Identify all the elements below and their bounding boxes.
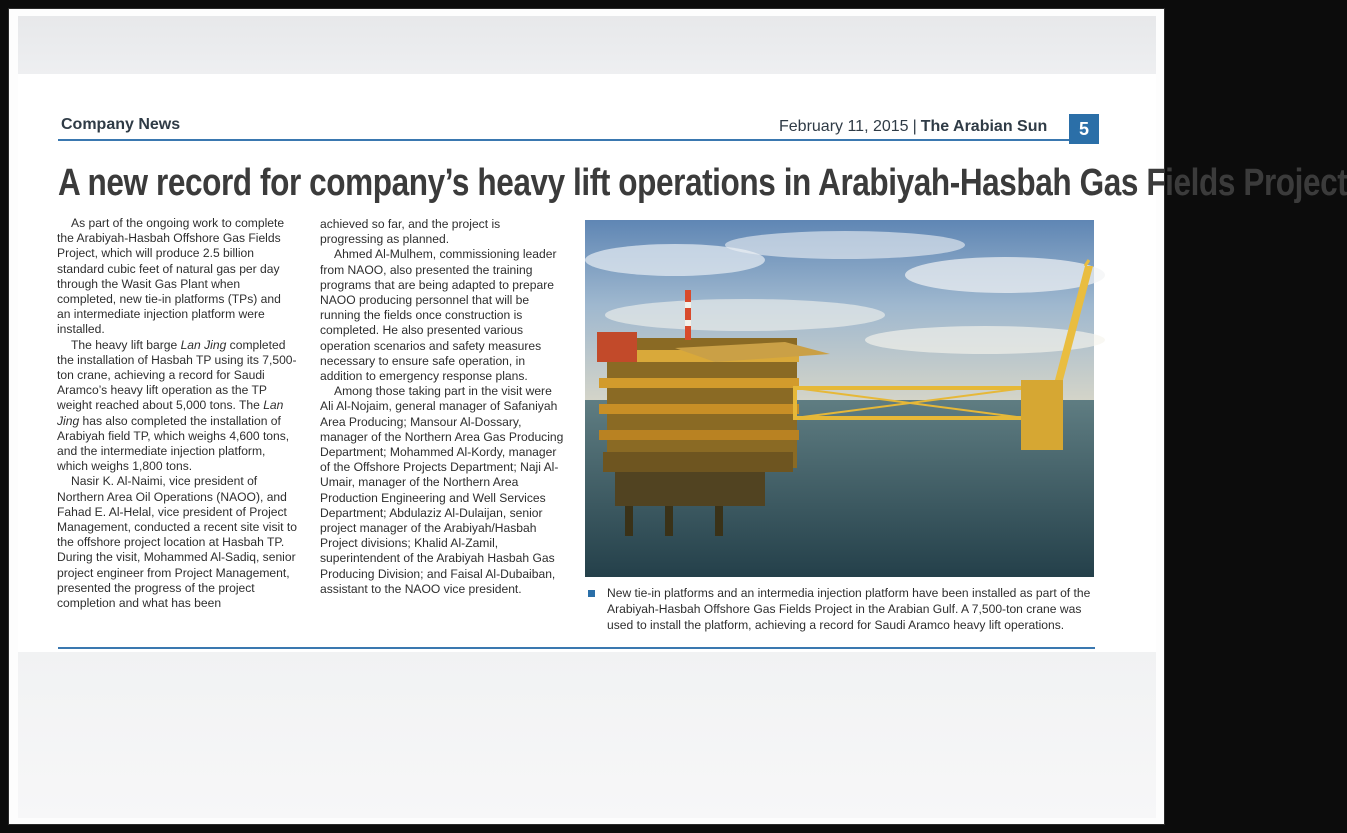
paragraph: Among those taking part in the visit were Ali Al-Nojaim, general manager of Safaniyah Area Producing; Mansour Al-Dossary, manager of the Northern Area Gas Producing Department; Mohammed Al-Kordy, manager of the Offshore Projects Department; Naji Al-Umair, manager of the Northern Area Production Engineering and Well Services Department; Abdulaziz Al-Dulaijan, senior project manager of the Arabiyah/Hasbah Project divisions; Khalid Al-Zamil, superintendent of the Arabiyah Hasbah Gas Producing Division; and Faisal Al-Dubaiban, assistant to the NAOO vice president. — [320, 384, 564, 596]
paragraph: Ahmed Al-Mulhem, commissioning leader from NAOO, also presented the training programs that are being adapted to prepare NAOO producing personnel that will be running the fields once construction is completed. He also presented various operation scenarios and safety measures necessary to ensure safe operation, in addition to emergency response plans. — [320, 247, 557, 384]
paragraph: achieved so far, and the project is progressing as planned. — [320, 217, 501, 247]
publication-name: The Arabian Sun — [920, 118, 1048, 135]
text-run: has also completed the installation of Arabiyah field TP, which weighs 4,600 tons, and the intermediate injection platform, which weighs 1,800 tons. — [57, 413, 290, 474]
caption-bullet — [588, 590, 595, 597]
scan-margin-bottom — [18, 652, 1156, 818]
page-number: 5 — [1069, 114, 1099, 144]
text-run: The heavy lift barge — [71, 337, 181, 352]
paragraph: As part of the ongoing work to complete the Arabiyah-Hasbah Offshore Gas Fields Project, which will produce 2.5 billion standard cubic feet of natural gas per day through the Wasit Gas Plant when completed, new tie-in platforms (TPs) and an intermediate injection platform were installed. — [57, 216, 285, 337]
footer-rule — [58, 647, 1095, 649]
issue-date: February 11, 2015 — [779, 118, 909, 135]
masthead-info — [779, 118, 1047, 136]
vessel-name: Lan Jing — [57, 398, 284, 428]
photo-caption: New tie-in platforms and an intermedia injection platform have been installed as part of the Arabiyah-Hasbah Offshore Gas Fields Project in the Arabian Gulf. A 7,500-ton crane was used to install the platform, achieving a record for Saudi Aramco heavy lift operations. — [607, 586, 1091, 632]
text-run: completed the installation of Hasbah TP using its 7,500-ton crane, achieving a record for Saudi Aramco’s heavy lift operation as the TP weight reached about 5,000 tons. The — [57, 337, 297, 413]
masthead-separator: | — [912, 118, 917, 135]
section-label: Company News — [61, 116, 181, 133]
paragraph — [57, 338, 297, 475]
article-column-1 — [57, 216, 297, 611]
article-column-2 — [320, 217, 566, 597]
scan-margin-top — [18, 16, 1156, 74]
article-headline: A new record for company’s heavy lift operations in Arabiyah-Hasbah Gas Fields Project — [58, 162, 1347, 204]
offshore-platform-photo — [585, 220, 1094, 577]
vessel-name: Lan Jing — [180, 337, 227, 352]
header-rule — [58, 139, 1069, 141]
paragraph: Nasir K. Al-Naimi, vice president of Northern Area Oil Operations (NAOO), and Fahad E. Al-Helal, vice president of Project Management, conducted a recent site visit to the offshore project location at Hasbah TP. During the visit, Mohammed Al-Sadiq, senior project engineer from Project Management, presented the progress of the project completion and what has been — [57, 474, 297, 611]
